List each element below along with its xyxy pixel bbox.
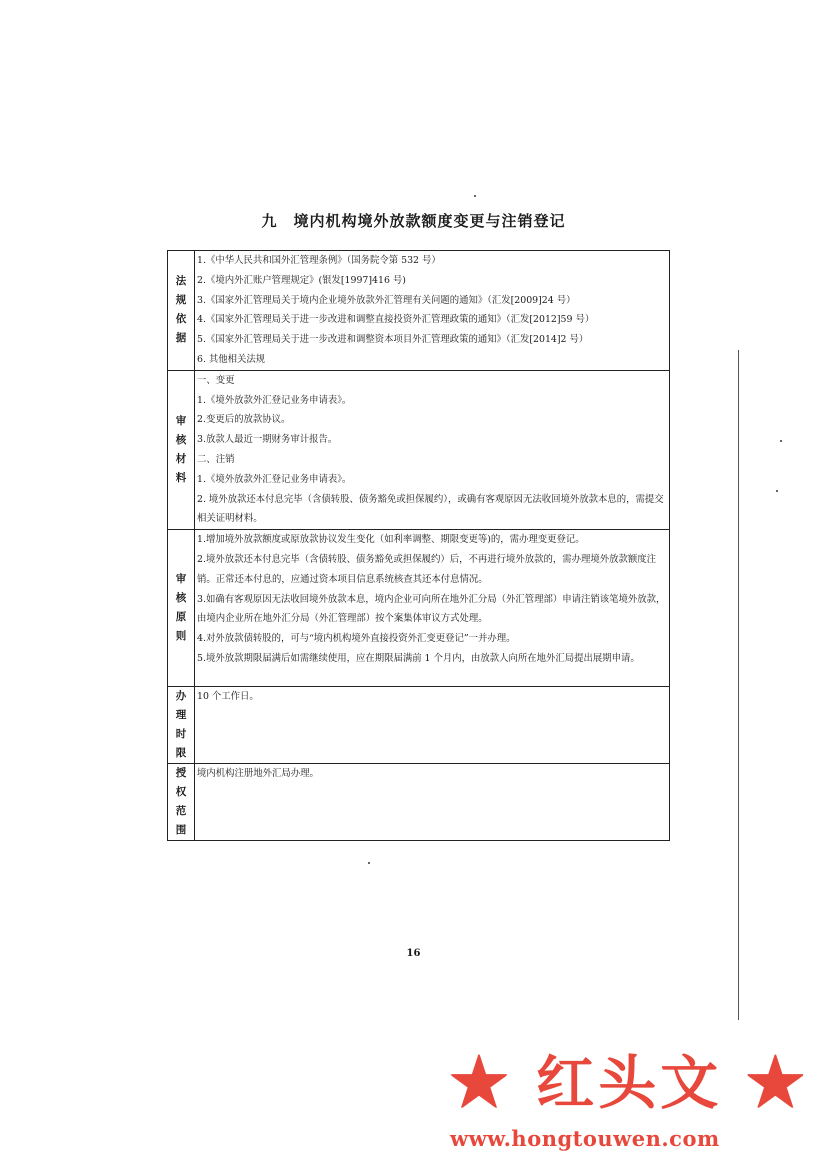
legal-basis-content xyxy=(195,251,670,371)
table-row-authorization-scope xyxy=(168,764,670,841)
list-item: 4.《国家外汇管理局关于进一步改进和调整直接投资外汇管理政策的通知》（汇发[2012]59 号） xyxy=(197,314,595,326)
label-char: 理 xyxy=(175,709,187,722)
row-label-processing-time xyxy=(168,687,195,764)
list-item: 6. 其他相关法规 xyxy=(197,353,266,365)
label-char: 审 xyxy=(175,573,187,586)
label-char: 材 xyxy=(175,452,187,465)
table-row-review-materials xyxy=(168,370,670,529)
label-char: 审 xyxy=(175,414,187,427)
list-item: 4.对外放款债转股的，可与“境内机构境外直接投资外汇变更登记”一并办理。 xyxy=(197,633,516,645)
list-item: 境内机构注册地外汇局办理。 xyxy=(197,768,319,780)
review-materials-content xyxy=(195,370,670,529)
label-char: 时 xyxy=(175,728,187,741)
list-item: 5.境外放款期限届满后如需继续使用，应在期限届满前 1 个月内，由放款人向所在地外汇局提出展期申请。 xyxy=(197,652,640,664)
authorization-scope-content xyxy=(195,764,670,841)
label-char: 依 xyxy=(175,313,187,326)
label-char: 原 xyxy=(175,611,187,624)
list-item: 5.《国家外汇管理局关于进一步改进和调整资本项目外汇管理政策的通知》（汇发[2014]2 号） xyxy=(197,334,589,346)
section-heading: 一、变更 xyxy=(197,374,235,386)
watermark xyxy=(450,1048,810,1151)
table-row-review-principles xyxy=(168,530,670,687)
list-item: 1.《境外放款外汇登记业务申请表》。 xyxy=(197,473,352,485)
list-item: 1.增加境外放款额度或原放款协议发生变化（如利率调整、期限变更等)的，需办理变更登记。 xyxy=(197,534,585,546)
label-char: 据 xyxy=(175,332,187,345)
row-label-review-materials xyxy=(168,370,195,529)
label-char: 授 xyxy=(175,767,187,780)
label-char: 围 xyxy=(175,824,187,837)
watermark-title: ★ 红头文 ★ xyxy=(450,1049,809,1117)
list-item: 1.《中华人民共和国外汇管理条例》（国务院令第 532 号） xyxy=(197,255,441,266)
list-item: 10 个工作日。 xyxy=(197,691,259,703)
label-char: 范 xyxy=(175,805,187,818)
list-item: 3.放款人最近一期财务审计报告。 xyxy=(197,434,338,446)
processing-time-content xyxy=(195,687,670,764)
list-item: 2. 境外放款还本付息完毕（含债转股、债务豁免或担保履约），或确有客观原因无法收回境外放款本息的，需提交相关证明材料。 xyxy=(197,493,664,525)
list-item: 3.《国家外汇管理局关于境内企业境外放款外汇管理有关问题的通知》（汇发[2009]24 号） xyxy=(197,294,576,306)
label-char: 核 xyxy=(175,592,187,605)
watermark-url: www.hongtouwen.com xyxy=(450,1126,720,1151)
table-row-processing-time xyxy=(168,687,670,764)
list-item: 3.如确有客观原因无法收回境外放款本息，境内企业可向所在地外汇分局（外汇管理部）申请注销该笔境外放款，由境内企业所在地外汇分局（外汇管理部）按个案集体审议方式处理。 xyxy=(197,593,666,625)
page-number: 16 xyxy=(406,948,421,959)
scan-margin-line xyxy=(738,350,739,1020)
row-label-authorization-scope xyxy=(168,764,195,841)
row-label-review-principles xyxy=(168,530,195,687)
list-item: 1.《境外放款外汇登记业务申请表》。 xyxy=(197,394,352,406)
label-char: 办 xyxy=(175,690,187,703)
label-char: 权 xyxy=(175,786,187,799)
review-principles-content xyxy=(195,530,670,687)
label-char: 则 xyxy=(175,630,187,643)
scan-speck xyxy=(776,490,778,492)
row-label-legal-basis xyxy=(168,251,195,371)
registration-table xyxy=(167,250,670,841)
label-char: 料 xyxy=(175,471,187,484)
list-item: 2.境外放款还本付息完毕（含债转股、债务豁免或担保履约）后，不再进行境外放款的，需办理境外放款额度注销。正常还本付息的，应通过资本项目信息系统核查其还本付息情况。 xyxy=(197,553,656,585)
list-item: 2.《境内外汇账户管理规定》(银发[1997]416 号) xyxy=(197,274,406,286)
list-item: 2.变更后的放款协议。 xyxy=(197,414,291,426)
scan-speck xyxy=(368,862,370,864)
scan-speck xyxy=(780,440,782,442)
section-heading: 二、注销 xyxy=(197,453,235,465)
label-char: 法 xyxy=(175,275,187,288)
label-char: 限 xyxy=(175,747,187,760)
page-title: 九 境内机构境外放款额度变更与注销登记 xyxy=(261,212,566,230)
label-char: 规 xyxy=(175,294,187,307)
scan-speck xyxy=(474,195,476,197)
table-row-legal-basis xyxy=(168,251,670,371)
label-char: 核 xyxy=(175,433,187,446)
